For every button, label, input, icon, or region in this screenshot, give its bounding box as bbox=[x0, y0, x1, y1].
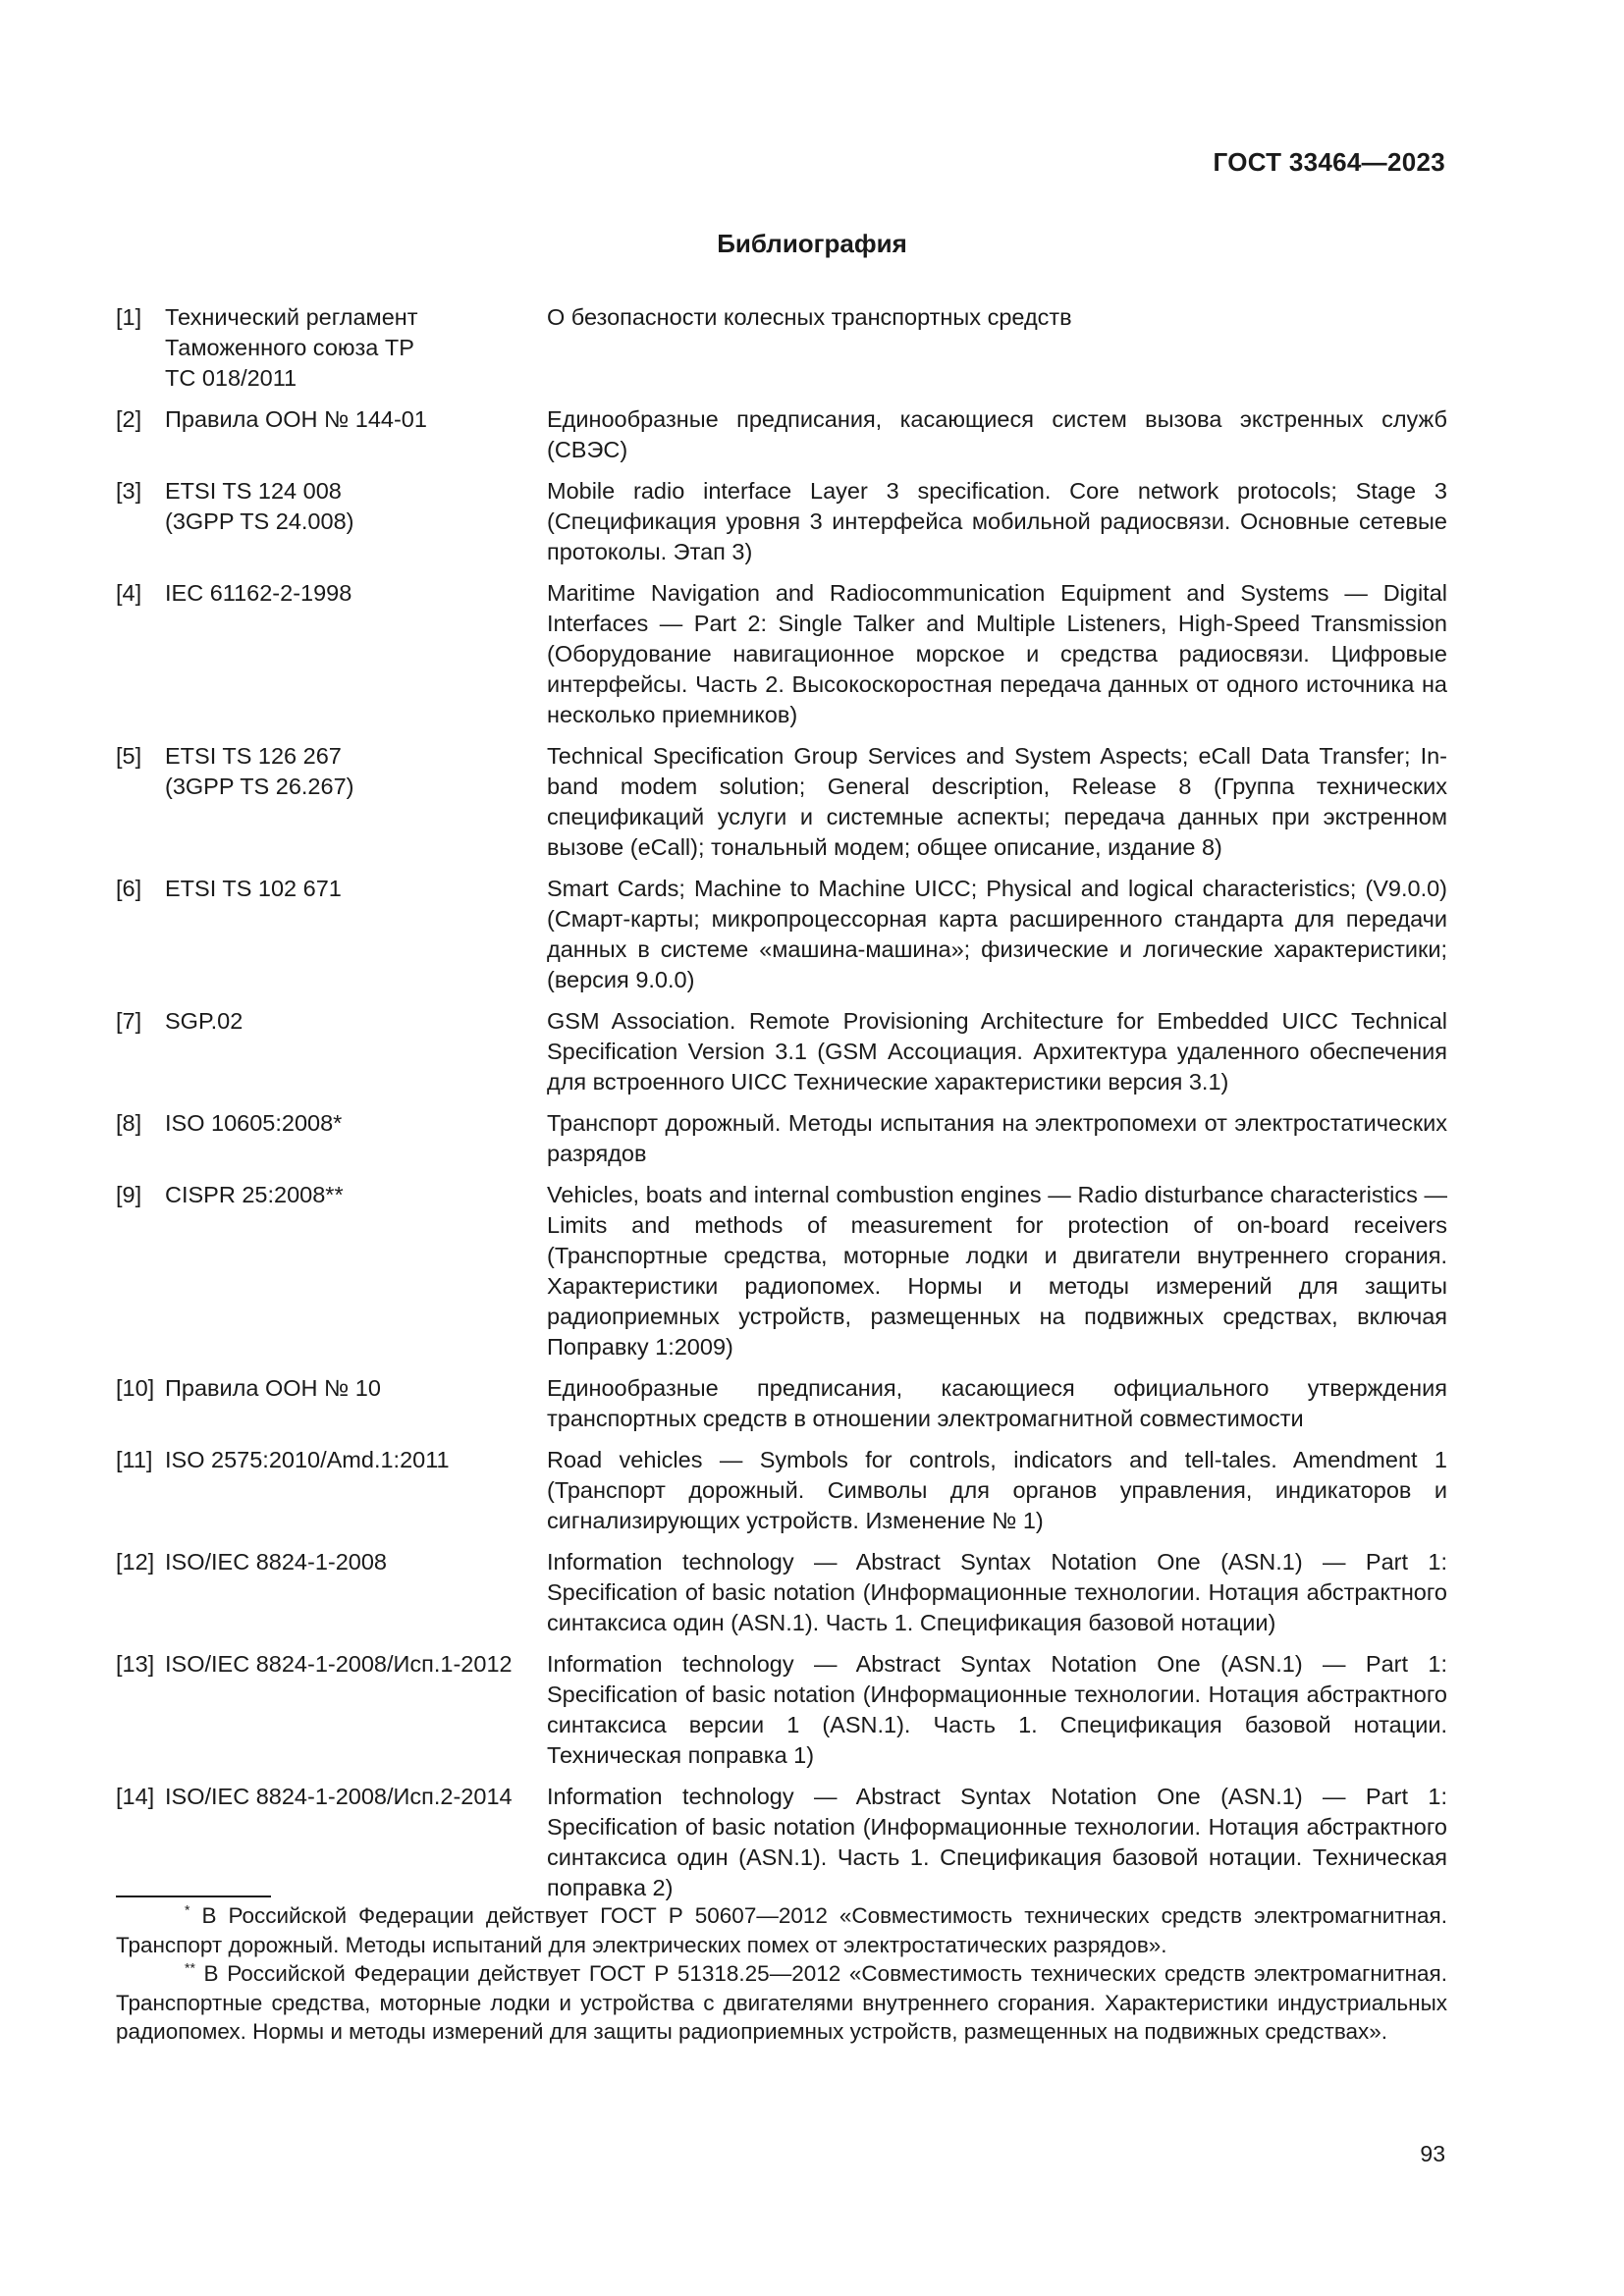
entry-description: GSM Association. Remote Provisioning Architecture for Embedded UICC Technical Specification Version 3.1 (GSM Ассоциация. Архитектура удаленного обеспечения для встроенного UICC Технические характеристики версия 3.1) bbox=[547, 1008, 1447, 1095]
entry-reference: CISPR 25:2008** bbox=[165, 1182, 344, 1207]
page-title: Библиография bbox=[717, 229, 907, 258]
entry-description: Vehicles, boats and internal combustion engines — Radio disturbance characteristics — Limits and methods of measurement for protection of on-board receivers (Транспортные средства, моторные лодки и двигатели внутреннего сгорания. Характеристики радиопомех. Нормы и методы измерений для защиты радиоприемных устройств, размещенных на подвижных средствах, включая Поправку 1:2009) bbox=[547, 1182, 1447, 1360]
entry-number: [1] bbox=[116, 304, 142, 330]
footnote bbox=[116, 1901, 1447, 1959]
entry-reference: Технический регламент Таможенного союза ТР ТС 018/2011 bbox=[165, 304, 418, 391]
entry-number: [8] bbox=[116, 1110, 142, 1136]
bibliography-entry bbox=[116, 476, 1447, 567]
entry-description: Mobile radio interface Layer 3 specification. Core network protocols; Stage 3 (Спецификация уровня 3 интерфейса мобильной радиосвязи. Основные сетевые протоколы. Этап 3) bbox=[547, 478, 1447, 564]
entry-reference: ISO/IEC 8824-1-2008/Исп.2-2014 bbox=[165, 1784, 513, 1809]
entry-description: Technical Specification Group Services and System Aspects; eCall Data Transfer; In-band modem solution; General description, Release 8 (Группа технических спецификаций услуги и системные аспекты; передача данных при экстренном вызове (eCall); тональный модем; общее описание, издание 8) bbox=[547, 743, 1447, 860]
bibliography-entry bbox=[116, 1782, 1447, 1903]
entry-number: [13] bbox=[116, 1651, 155, 1677]
entry-reference: ISO/IEC 8824-1-2008 bbox=[165, 1549, 387, 1575]
bibliography-entry bbox=[116, 1108, 1447, 1169]
entry-reference: ISO 10605:2008* bbox=[165, 1110, 343, 1136]
footnote-mark: * bbox=[185, 1901, 190, 1918]
entry-reference: SGP.02 bbox=[165, 1008, 244, 1034]
entry-description: Единообразные предписания, касающиеся систем вызова экстренных служб (СВЭС) bbox=[547, 406, 1447, 462]
entry-description: Information technology — Abstract Syntax Notation One (ASN.1) — Part 1: Specification of basic notation (Информационные технологии. Нотация абстрактного синтаксиса версии 1 (ASN.1). Часть 1. Спецификация базовой нотации. Техническая поправка 1) bbox=[547, 1651, 1447, 1768]
entry-description: Information technology — Abstract Syntax Notation One (ASN.1) — Part 1: Specification of basic notation (Информационные технологии. Нотация абстрактного синтаксиса один (ASN.1). Часть 1. Спецификация базовой нотации. Техническая поправка 2) bbox=[547, 1784, 1447, 1900]
bibliography-entry bbox=[116, 1547, 1447, 1638]
footnote-text: В Российской Федерации действует ГОСТ Р 51318.25—2012 «Совместимость технических средств электромагнитная. Транспортные средства, моторные лодки и устройства с двигателями внутреннего сгорания. Характеристики индустриальных радиопомех. Нормы и методы измерений для защиты радиоприемных устройств, размещенных на подвижных средствах». bbox=[116, 1961, 1447, 2044]
entry-number: [14] bbox=[116, 1784, 155, 1809]
bibliography-entry bbox=[116, 1006, 1447, 1097]
footnote-separator bbox=[116, 1896, 271, 1897]
entry-description: Транспорт дорожный. Методы испытания на электропомехи от электростатических разрядов bbox=[547, 1110, 1447, 1166]
footnote-text: В Российской Федерации действует ГОСТ Р 50607—2012 «Совместимость технических средств электромагнитная. Транспорт дорожный. Методы испытаний для электрических помех от электростатических разрядов». bbox=[116, 1903, 1447, 1957]
entry-description: Road vehicles — Symbols for controls, indicators and tell-tales. Amendment 1 (Транспорт дорожный. Символы для органов управления, индикаторов и сигнализирующих устройств. Изменение № 1) bbox=[547, 1447, 1447, 1533]
footnotes bbox=[116, 1901, 1447, 2047]
entry-reference: ETSI TS 124 008 (3GPP TS 24.008) bbox=[165, 478, 354, 534]
entry-number: [10] bbox=[116, 1375, 155, 1401]
entry-description: Smart Cards; Machine to Machine UICC; Physical and logical characteristics; (V9.0.0) (Смарт-карты; микропроцессорная карта расширенного стандарта для передачи данных в системе «машина-машина»; физические и логические характеристики; (версия 9.0.0) bbox=[547, 876, 1447, 992]
bibliography-entry bbox=[116, 1445, 1447, 1536]
entry-description: Information technology — Abstract Syntax Notation One (ASN.1) — Part 1: Specification of basic notation (Информационные технологии. Нотация абстрактного синтаксиса один (ASN.1). Часть 1. Спецификация базовой нотации) bbox=[547, 1549, 1447, 1635]
bibliography-entry bbox=[116, 578, 1447, 730]
bibliography-entry bbox=[116, 1180, 1447, 1362]
entry-reference: ISO/IEC 8824-1-2008/Исп.1-2012 bbox=[165, 1651, 513, 1677]
bibliography-entry bbox=[116, 741, 1447, 863]
entry-reference: ISO 2575:2010/Amd.1:2011 bbox=[165, 1447, 450, 1472]
footnote bbox=[116, 1959, 1447, 2047]
entry-number: [6] bbox=[116, 876, 142, 901]
entry-number: [2] bbox=[116, 406, 142, 432]
bibliography-entry bbox=[116, 1649, 1447, 1771]
entry-reference: Правила ООН № 10 bbox=[165, 1375, 381, 1401]
entry-number: [9] bbox=[116, 1182, 142, 1207]
entry-description: О безопасности колесных транспортных средств bbox=[547, 304, 1072, 330]
entry-reference: Правила ООН № 144-01 bbox=[165, 406, 427, 432]
entry-number: [5] bbox=[116, 743, 142, 769]
entry-reference: ETSI TS 102 671 bbox=[165, 876, 342, 901]
standard-code: ГОСТ 33464—2023 bbox=[1213, 147, 1445, 177]
entry-reference: IEC 61162-2-1998 bbox=[165, 580, 352, 606]
bibliography-entry bbox=[116, 1373, 1447, 1434]
entry-number: [12] bbox=[116, 1549, 155, 1575]
bibliography-list bbox=[116, 302, 1447, 1914]
entry-description: Maritime Navigation and Radiocommunication Equipment and Systems — Digital Interfaces — Part 2: Single Talker and Multiple Listeners, High-Speed Transmission (Оборудование навигационное морское и средства радиосвязи. Цифровые интерфейсы. Часть 2. Высокоскоростная передача данных от одного источника на несколько приемников) bbox=[547, 580, 1447, 727]
footnote-mark: ** bbox=[185, 1959, 195, 1976]
entry-number: [11] bbox=[116, 1447, 153, 1472]
entry-description: Единообразные предписания, касающиеся официального утверждения транспортных средств в отношении электромагнитной совместимости bbox=[547, 1375, 1447, 1431]
entry-number: [4] bbox=[116, 580, 142, 606]
bibliography-entry bbox=[116, 302, 1447, 394]
bibliography-entry bbox=[116, 874, 1447, 995]
bibliography-entry bbox=[116, 404, 1447, 465]
entry-reference: ETSI TS 126 267 (3GPP TS 26.267) bbox=[165, 743, 354, 799]
page-number: 93 bbox=[1420, 2141, 1445, 2166]
entry-number: [3] bbox=[116, 478, 142, 504]
entry-number: [7] bbox=[116, 1008, 142, 1034]
